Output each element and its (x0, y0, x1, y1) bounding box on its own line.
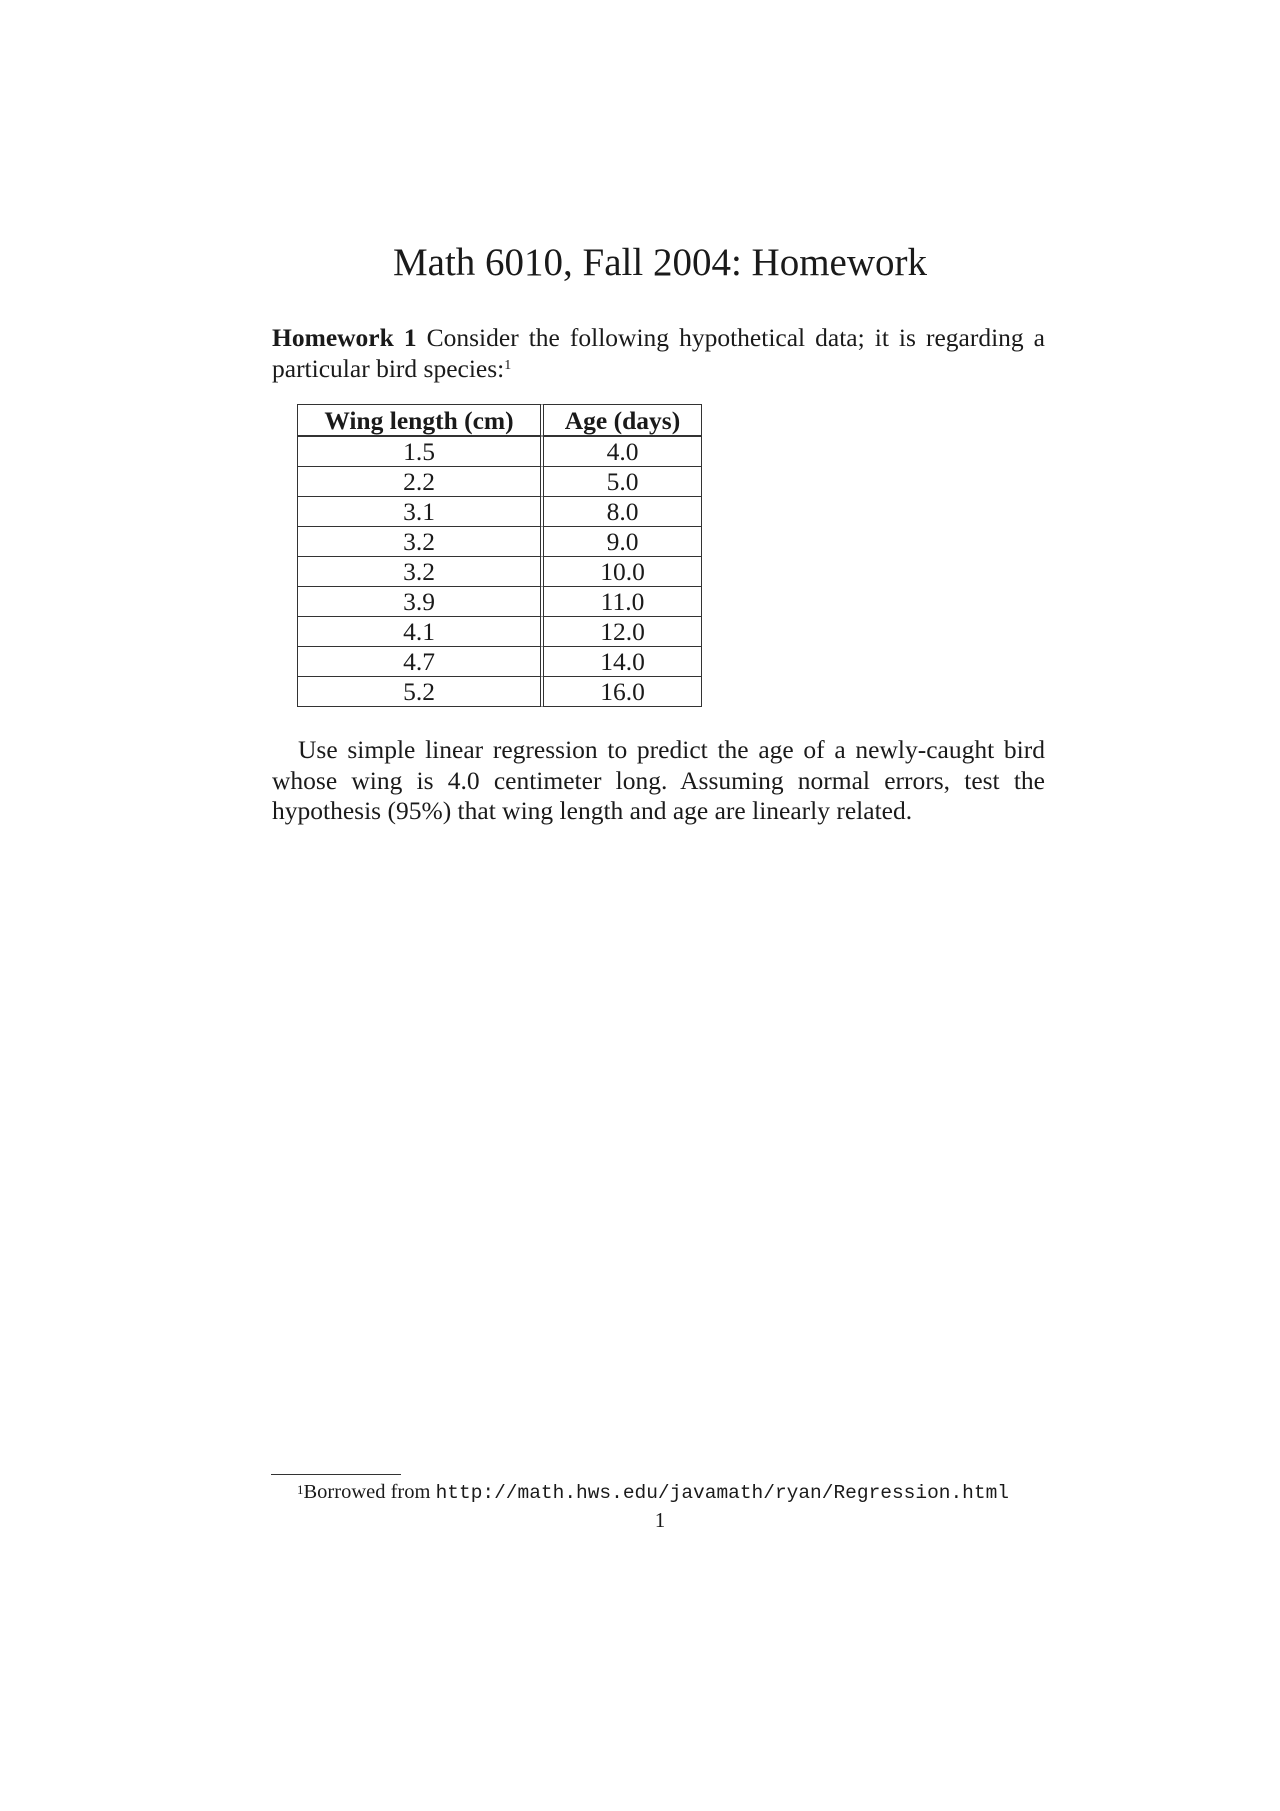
footnote-text: Borrowed from (303, 1481, 436, 1503)
footnote-url[interactable]: http://math.hws.edu/javamath/ryan/Regression.html (435, 1482, 1009, 1504)
cell-wing-length: 3.2 (297, 557, 544, 587)
cell-wing-length: 4.1 (297, 617, 544, 647)
page-number: 1 (654, 1508, 666, 1532)
cell-age: 16.0 (544, 677, 702, 707)
table-row (297, 467, 702, 497)
problem-intro-text: Consider the following hypothetical data; it is regarding a particular bird species: (272, 323, 1046, 383)
table-row (297, 677, 702, 707)
table-header-row (297, 404, 702, 436)
cell-wing-length: 5.2 (297, 677, 544, 707)
cell-wing-length: 3.9 (297, 587, 544, 617)
table-row (297, 497, 702, 527)
problem-label: Homework 1 (272, 323, 417, 352)
footnote-rule (271, 1474, 401, 1475)
data-table (297, 404, 702, 707)
footnote (297, 1480, 1009, 1505)
cell-age: 12.0 (544, 617, 702, 647)
table-row (297, 436, 702, 467)
cell-wing-length: 3.2 (297, 527, 544, 557)
table-row (297, 617, 702, 647)
cell-wing-length: 1.5 (297, 436, 544, 467)
cell-wing-length: 3.1 (297, 497, 544, 527)
footnote-marker: 1 (504, 357, 512, 373)
footnote-number: 1 (297, 1482, 304, 1497)
table-row (297, 647, 702, 677)
column-header-wing-length: Wing length (cm) (297, 404, 544, 436)
column-header-age: Age (days) (544, 404, 702, 436)
problem-intro (272, 323, 1045, 384)
table-row (297, 557, 702, 587)
page-title: Math 6010, Fall 2004: Homework (392, 241, 928, 284)
cell-age: 10.0 (544, 557, 702, 587)
cell-age: 5.0 (544, 467, 702, 497)
cell-wing-length: 2.2 (297, 467, 544, 497)
cell-age: 4.0 (544, 436, 702, 467)
cell-age: 9.0 (544, 527, 702, 557)
cell-age: 11.0 (544, 587, 702, 617)
cell-age: 8.0 (544, 497, 702, 527)
cell-wing-length: 4.7 (297, 647, 544, 677)
table-row (297, 587, 702, 617)
table-row (297, 527, 702, 557)
problem-body: Use simple linear regression to predict the age of a newly-caught bird whose wing is 4.0 centimeter long. Assuming normal errors, test the hypothesis (95%) that wing length and age are linearly related. (272, 735, 1045, 825)
table-body (297, 436, 702, 707)
cell-age: 14.0 (544, 647, 702, 677)
